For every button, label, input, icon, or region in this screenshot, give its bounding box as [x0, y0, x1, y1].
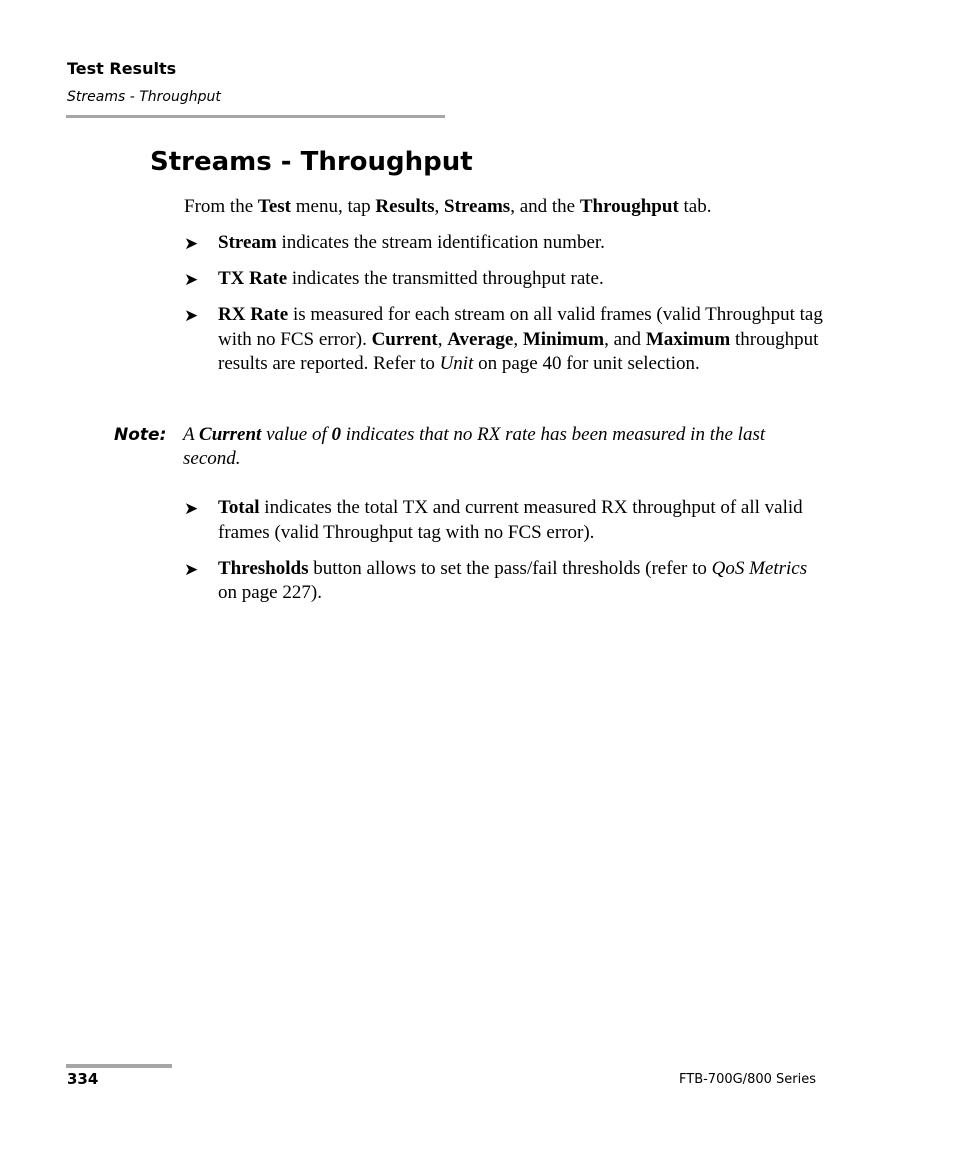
- menu-name-results: Results: [375, 196, 435, 217]
- note-term-zero: 0: [331, 424, 342, 445]
- menu-name-test: Test: [257, 196, 291, 217]
- bullet-arrow-icon: ➤: [184, 270, 199, 289]
- cross-reference-unit[interactable]: Unit: [439, 353, 474, 374]
- header-divider: [66, 115, 445, 118]
- section-title: Streams - Throughput: [150, 147, 473, 177]
- running-header: [67, 58, 447, 107]
- footer-divider: [66, 1064, 172, 1068]
- intro-paragraph: [184, 195, 824, 219]
- bullet-arrow-icon: ➤: [184, 234, 199, 253]
- bullet-text: indicates the transmitted throughput rate.: [287, 268, 604, 289]
- bullet-term: Total: [218, 497, 260, 518]
- running-header-title: Test Results: [67, 59, 177, 78]
- bullet-text: indicates the stream identification number.: [276, 232, 605, 253]
- note-text-part: A: [183, 424, 200, 445]
- bullet-item-thresholds: [184, 557, 824, 606]
- bullet-item-total: [184, 496, 824, 545]
- bullet-text: indicates the total TX and current measured RX throughput of all valid frames (valid Throughput tag with no FCS error).: [218, 497, 803, 543]
- note-text-part: indicates that no RX rate has been measured in the last second.: [183, 424, 766, 469]
- note-text-part: value of: [261, 424, 332, 445]
- term-current: Current: [371, 328, 438, 350]
- bullet-arrow-icon: ➤: [184, 559, 199, 579]
- bullet-text: , and: [604, 328, 646, 350]
- intro-text: ,: [434, 196, 445, 217]
- bullet-text: button allows to set the pass/fail thresholds (refer to: [308, 557, 712, 579]
- product-name: FTB-700G/800 Series: [679, 1072, 816, 1087]
- bullet-term: TX Rate: [218, 268, 288, 289]
- intro-text: From the: [184, 196, 258, 217]
- bullet-arrow-icon: ➤: [184, 499, 199, 518]
- term-minimum: Minimum: [522, 328, 605, 350]
- bullet-arrow-icon: ➤: [184, 306, 199, 325]
- intro-text: tab.: [678, 196, 712, 217]
- cross-reference-qos-metrics[interactable]: QoS Metrics: [711, 557, 808, 579]
- bullet-term: Stream: [218, 232, 277, 253]
- bullet-list: [184, 496, 824, 617]
- note-label: Note:: [114, 425, 167, 445]
- intro-text: menu, tap: [290, 196, 376, 217]
- bullet-text: is measured for each stream on all valid frames (valid Throughput tag with no FCS error).: [218, 304, 823, 350]
- bullet-text: throughput results are reported. Refer to: [218, 328, 819, 374]
- bullet-item-stream: [184, 231, 824, 256]
- bullet-text: on page 227).: [218, 582, 322, 603]
- bullet-item-rx-rate: [184, 303, 824, 377]
- intro-text: , and the: [510, 196, 580, 217]
- bullet-term: RX Rate: [218, 304, 289, 325]
- bullet-text: ,: [513, 328, 523, 350]
- tab-name-throughput: Throughput: [579, 196, 679, 217]
- bullet-text: ,: [437, 328, 448, 350]
- note-text: [183, 423, 813, 471]
- bullet-list: [184, 231, 824, 388]
- note-term-current: Current: [199, 424, 262, 445]
- bullet-term: Thresholds: [218, 557, 309, 579]
- running-header-subtitle: Streams - Throughput: [67, 89, 221, 105]
- page-number: 334: [67, 1070, 99, 1088]
- term-average: Average: [447, 328, 514, 350]
- bullet-text: on page 40 for unit selection.: [473, 353, 700, 374]
- term-maximum: Maximum: [645, 328, 731, 350]
- bullet-item-tx-rate: [184, 267, 824, 292]
- menu-name-streams: Streams: [444, 196, 511, 217]
